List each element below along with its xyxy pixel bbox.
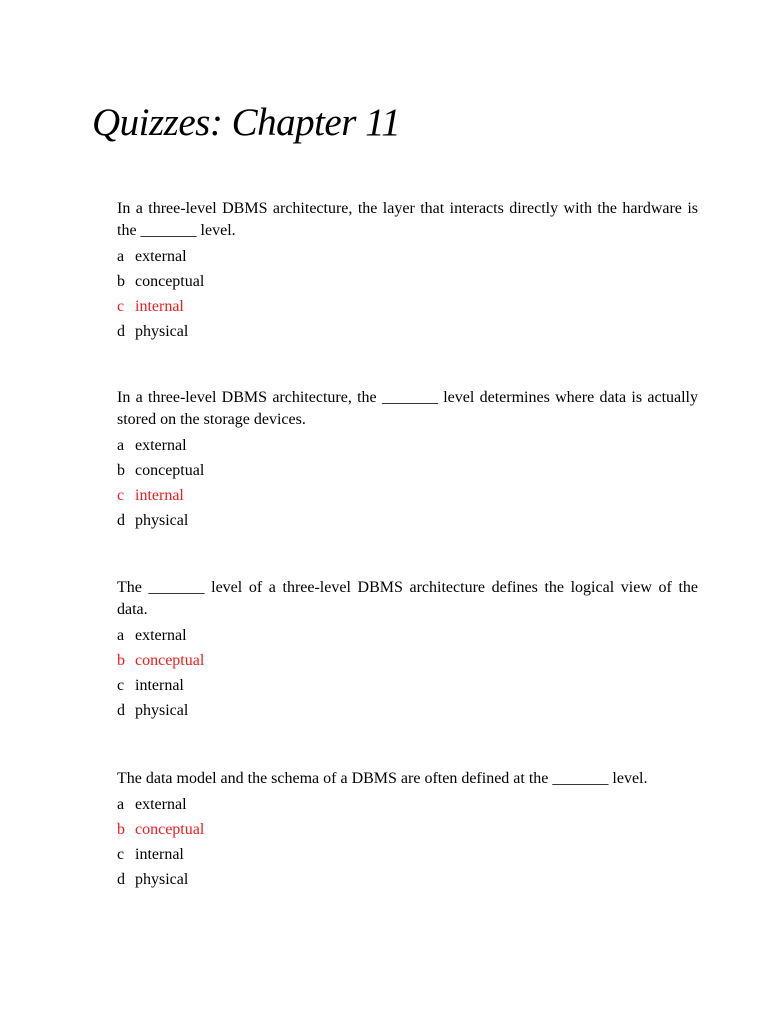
option-letter: a <box>117 437 125 454</box>
option-d <box>117 698 698 723</box>
option-text: internal <box>135 846 184 863</box>
option-letter: c <box>117 487 125 504</box>
option-b <box>117 817 698 842</box>
option-text: external <box>135 627 187 644</box>
option-text: external <box>135 796 187 813</box>
option-a <box>117 244 698 269</box>
option-text: physical <box>135 871 189 888</box>
option-text: physical <box>135 512 189 529</box>
option-b <box>117 458 698 483</box>
option-text: physical <box>135 702 189 719</box>
option-text: conceptual <box>135 462 205 479</box>
option-text: physical <box>135 323 189 340</box>
question-stem: In a three-level DBMS architecture, the _______ level determines where data is actually stored on the storage devices. <box>117 389 698 428</box>
option-b <box>117 269 698 294</box>
option-letter: d <box>117 512 125 529</box>
option-letter: c <box>117 677 125 694</box>
option-d <box>117 867 698 892</box>
question-4 <box>117 768 698 892</box>
page-title: Quizzes: Chapter 11 <box>92 101 401 144</box>
option-a <box>117 623 698 648</box>
option-text: internal <box>135 487 184 504</box>
option-letter: a <box>117 248 125 265</box>
option-text: external <box>135 248 187 265</box>
option-text: external <box>135 437 187 454</box>
option-letter: a <box>117 627 125 644</box>
option-letter: d <box>117 871 125 888</box>
option-letter: c <box>117 846 125 863</box>
option-text: internal <box>135 298 184 315</box>
option-letter: c <box>117 298 125 315</box>
option-c <box>117 483 698 508</box>
option-d <box>117 508 698 533</box>
option-c <box>117 294 698 319</box>
question-stem: In a three-level DBMS architecture, the layer that interacts directly with the hardware is the _______ level. <box>117 200 698 239</box>
option-letter: d <box>117 323 125 340</box>
option-text: conceptual <box>135 652 205 669</box>
option-a <box>117 433 698 458</box>
question-stem: The data model and the schema of a DBMS are often defined at the _______ level. <box>117 770 648 787</box>
option-c <box>117 673 698 698</box>
question-3 <box>117 577 698 723</box>
question-1 <box>117 198 698 344</box>
option-list <box>117 244 698 344</box>
option-letter: b <box>117 273 125 290</box>
option-letter: b <box>117 821 125 838</box>
option-list <box>117 623 698 723</box>
option-letter: b <box>117 652 125 669</box>
option-letter: a <box>117 796 125 813</box>
question-2 <box>117 387 698 533</box>
option-c <box>117 842 698 867</box>
question-stem: The _______ level of a three-level DBMS architecture defines the logical view of the data. <box>117 579 698 618</box>
option-letter: b <box>117 462 125 479</box>
option-text: internal <box>135 677 184 694</box>
option-b <box>117 648 698 673</box>
option-d <box>117 319 698 344</box>
option-text: conceptual <box>135 821 205 838</box>
option-text: conceptual <box>135 273 205 290</box>
option-list <box>117 433 698 533</box>
option-list <box>117 792 698 892</box>
option-letter: d <box>117 702 125 719</box>
option-a <box>117 792 698 817</box>
